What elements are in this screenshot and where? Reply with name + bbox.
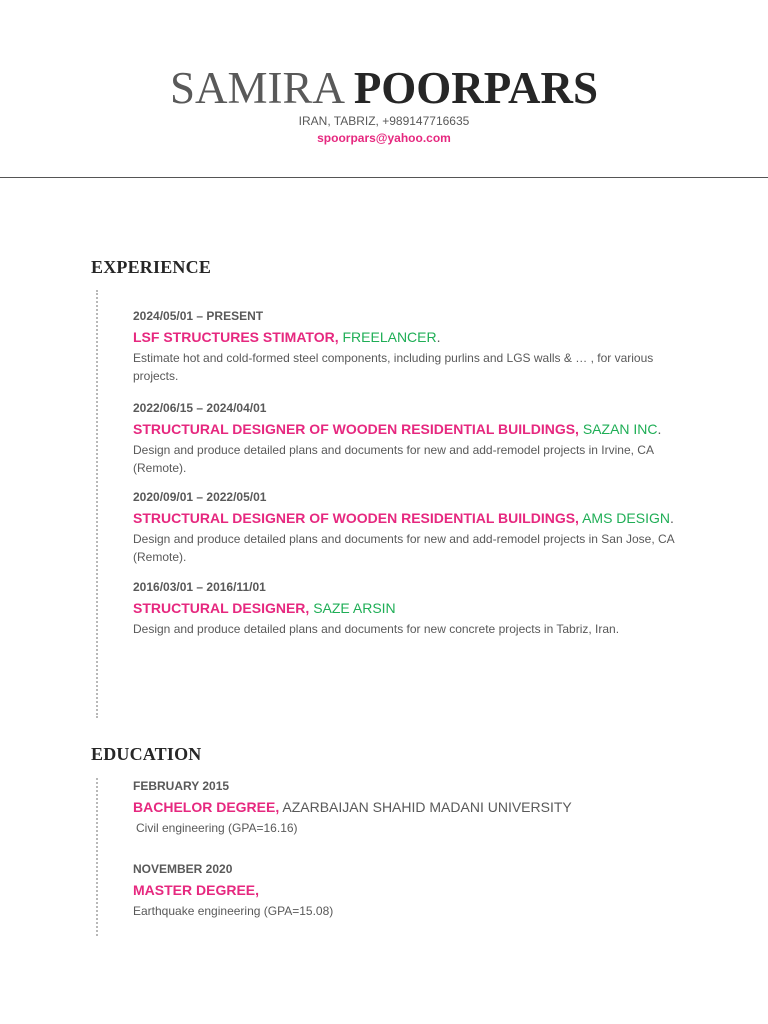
experience-item-2 [133, 401, 693, 477]
education-title: EDUCATION [91, 744, 202, 764]
experience-company: AMS DESIGN [582, 510, 670, 526]
education-degree-line [133, 798, 693, 816]
applicant-name [0, 64, 768, 112]
education-item-1 [133, 779, 693, 837]
education-degree-line [133, 881, 693, 899]
experience-role: STRUCTURAL DESIGNER OF WOODEN RESIDENTIAL BUILDINGS, [133, 421, 579, 437]
last-name: POORPARS [353, 63, 598, 113]
experience-suffix: . [436, 329, 441, 345]
experience-company: SAZAN INC [582, 421, 658, 437]
experience-role: LSF STRUCTURES STIMATOR, [133, 329, 339, 345]
education-date: NOVEMBER 2020 [133, 862, 233, 876]
experience-role-line [133, 599, 693, 617]
education-item-2 [133, 862, 693, 920]
education-degree: MASTER DEGREE, [133, 882, 260, 898]
email-address[interactable]: spoorpars@yahoo.com [317, 131, 451, 145]
experience-role-line [133, 509, 693, 527]
education-date: FEBRUARY 2015 [133, 779, 230, 793]
experience-description: Design and produce detailed plans and documents for new and add-remodel projects in Irvine, CA (Remote). [133, 443, 654, 475]
experience-date: 2022/06/15 – 2024/04/01 [133, 401, 267, 415]
experience-suffix: . [669, 510, 674, 526]
experience-role: STRUCTURAL DESIGNER, [133, 600, 310, 616]
experience-description: Estimate hot and cold-formed steel components, including purlins and LGS walls & … , for various projects. [133, 351, 654, 383]
experience-item-3 [133, 490, 693, 566]
contact-info: IRAN, TABRIZ, +989147716635 [298, 114, 470, 128]
experience-date: 2016/03/01 – 2016/11/01 [133, 580, 266, 594]
education-description: Earthquake engineering (GPA=15.08) [133, 904, 334, 918]
experience-role: STRUCTURAL DESIGNER OF WOODEN RESIDENTIAL BUILDINGS, [133, 510, 579, 526]
experience-company: SAZE ARSIN [313, 600, 396, 616]
experience-description: Design and produce detailed plans and documents for new and add-remodel projects in San Jose, CA (Remote). [133, 532, 675, 564]
experience-item-4 [133, 580, 693, 638]
experience-description: Design and produce detailed plans and documents for new concrete projects in Tabriz, Iran. [133, 622, 620, 636]
experience-date: 2024/05/01 – PRESENT [133, 309, 264, 323]
experience-role-line [133, 328, 693, 346]
experience-timeline [96, 290, 98, 718]
education-description: Civil engineering (GPA=16.16) [136, 821, 298, 835]
resume-header [0, 0, 768, 178]
education-school: AZARBAIJAN SHAHID MADANI UNIVERSITY [282, 799, 572, 815]
education-timeline [96, 778, 98, 936]
education-degree: BACHELOR DEGREE, [133, 799, 280, 815]
experience-title: EXPERIENCE [91, 257, 212, 277]
experience-item-1 [133, 309, 693, 385]
experience-date: 2020/09/01 – 2022/05/01 [133, 490, 267, 504]
experience-company: FREELANCER [342, 329, 437, 345]
first-name: SAMIRA [170, 63, 343, 113]
experience-role-line [133, 420, 693, 438]
experience-suffix: . [657, 421, 662, 437]
